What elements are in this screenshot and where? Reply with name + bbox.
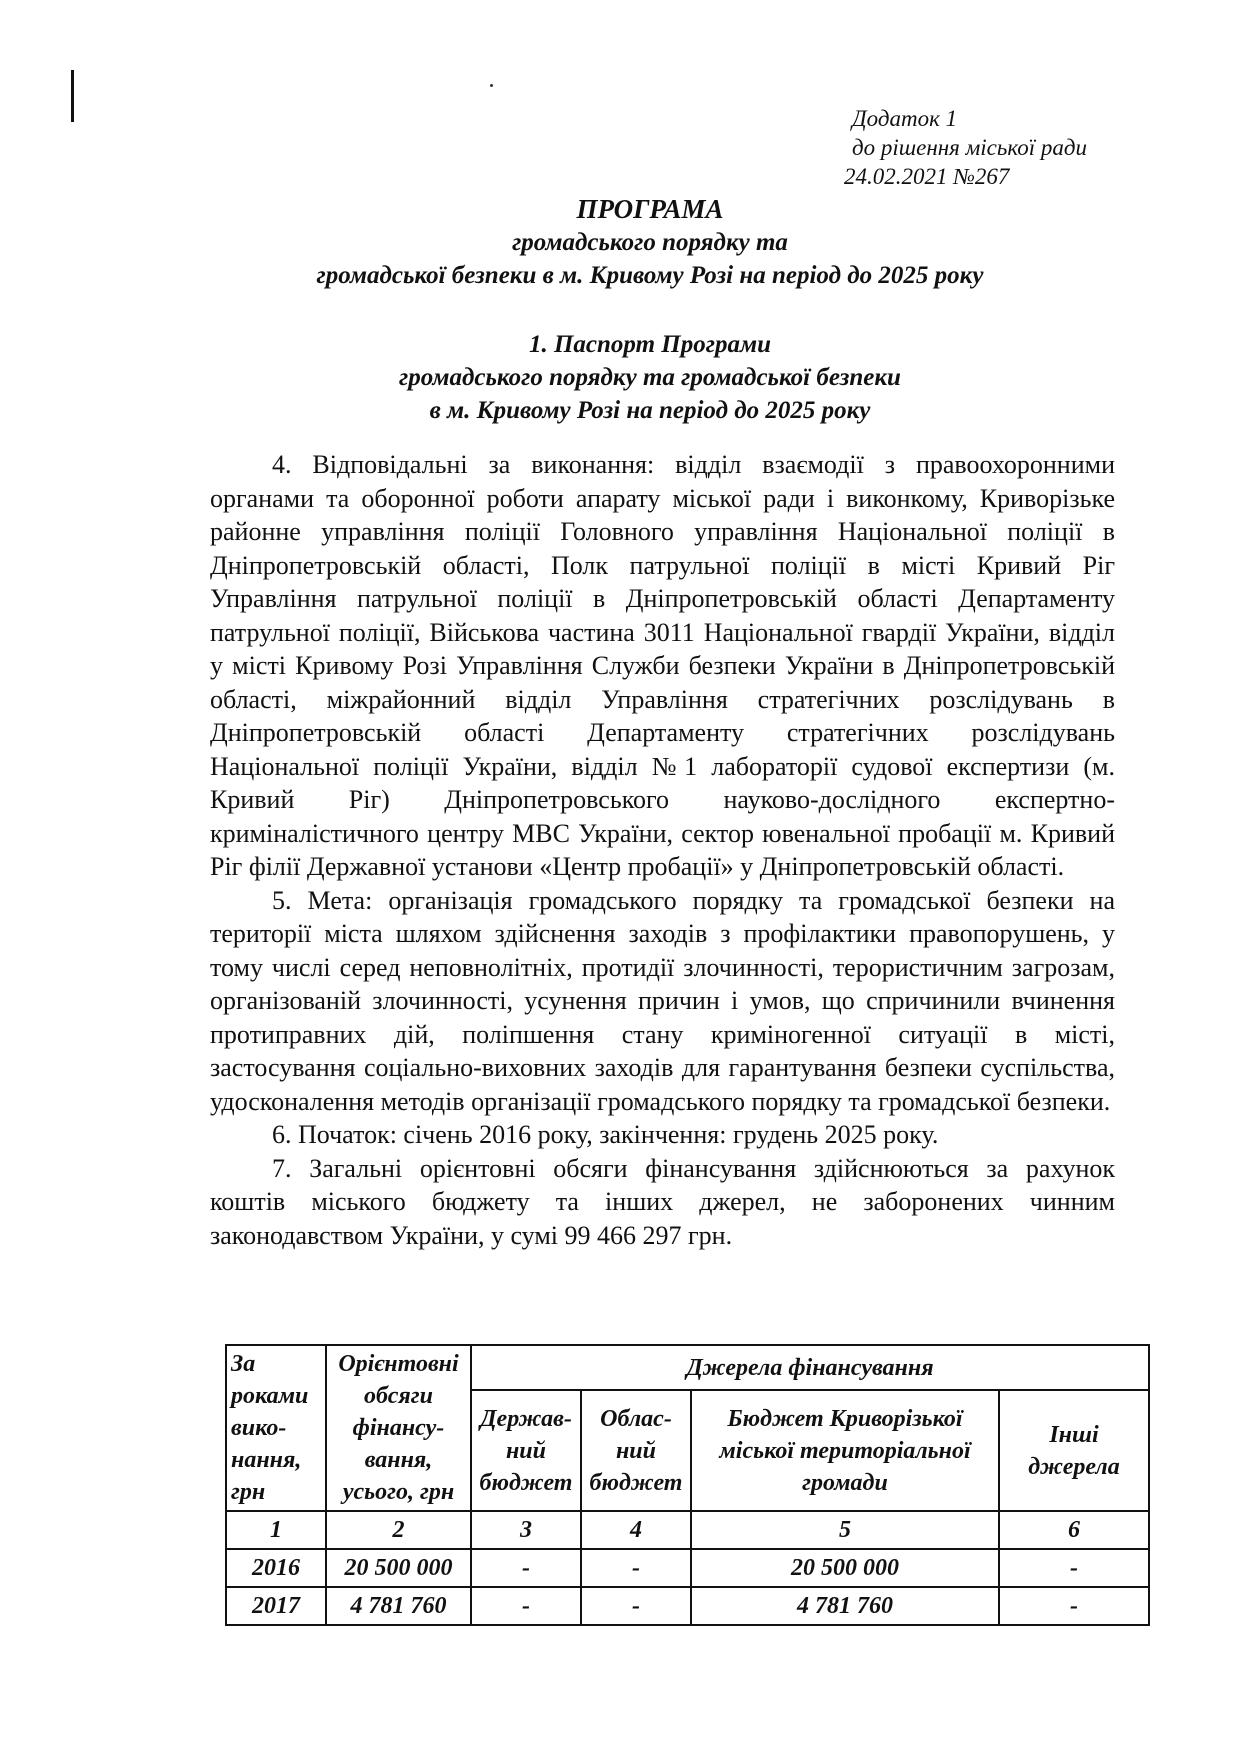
- cell-state: -: [471, 1587, 581, 1625]
- column-number: 3: [471, 1511, 581, 1549]
- paragraph-period: 6. Початок: січень 2016 року, закінчення: грудень 2025 року.: [272, 1120, 939, 1149]
- header-city: Бюджет Криворізької міської територіальної громади: [691, 1390, 999, 1511]
- cell-city: 20 500 000: [691, 1549, 999, 1587]
- header-sources: Джерела фінансування: [471, 1345, 1149, 1390]
- cell-city: 4 781 760: [691, 1587, 999, 1625]
- column-number: 2: [326, 1511, 471, 1549]
- title-line2: громадського порядку та: [512, 229, 788, 256]
- cell-regional: -: [581, 1587, 691, 1625]
- cell-year: 2016: [226, 1549, 326, 1587]
- title-program: ПРОГРАМА: [576, 194, 724, 224]
- section-line1: 1. Паспорт Програми: [528, 331, 772, 358]
- paragraph-goal: 5. Мета: організація громадського порядку та громадської безпеки на території міста шляхом здійснення заходів з профілактики правопорушень, у тому числі серед неповнолітніх, протидії злочинності, терористичним загрозам, організованій злочинності, усунення причин і умов, що спричинили вчинення протиправних дій, поліпшення стану криміногенної ситуації в місті, застосування соціально-виховних заходів для гарантування безпеки суспільства, удосконалення методів організації громадського порядку та громадської безпеки.: [210, 885, 1115, 1116]
- cell-regional: -: [581, 1549, 691, 1587]
- header-regional: Облас-ний бюджет: [581, 1390, 691, 1511]
- cell-total: 4 781 760: [326, 1587, 471, 1625]
- cell-total: 20 500 000: [326, 1549, 471, 1587]
- column-number: 6: [999, 1511, 1149, 1549]
- document-title: [200, 193, 1100, 292]
- funding-table: [225, 1344, 1150, 1626]
- cell-other: -: [999, 1549, 1149, 1587]
- column-number: 1: [226, 1511, 326, 1549]
- annex-date: 24.02.2021 №267: [844, 164, 1010, 189]
- header-other: Інші джерела: [999, 1390, 1149, 1511]
- passport-body: [210, 448, 1115, 1252]
- annex-title: Додаток 1: [852, 106, 958, 131]
- cell-other: -: [999, 1587, 1149, 1625]
- cell-year: 2017: [226, 1587, 326, 1625]
- annex-block: [844, 104, 1088, 191]
- annex-decision: до рішення міської ради: [852, 135, 1088, 160]
- header-years: За роками вико-нання, грн: [226, 1345, 326, 1511]
- title-line3: громадської безпеки в м. Кривому Розі на період до 2025 року: [316, 262, 984, 289]
- column-number: 5: [691, 1511, 999, 1549]
- section-line3: в м. Кривому Розі на період до 2025 року: [429, 397, 871, 424]
- scan-speck: [490, 84, 493, 87]
- paragraph-responsible: 4. Відповідальні за виконання: відділ взаємодії з правоохоронними органами та оборонної роботи апарату міської ради і виконкому, Криворізьке районне управління поліції Головного управління Національної поліції в Дніпропетровській області, Полк патрульної поліції в місті Кривий Ріг Управління патрульної поліції в Дніпропетровській області Департаменту патрульної поліції, Військова частина 3011 Національної гвардії України, відділ у місті Кривому Розі Управління Служби безпеки України в Дніпропетровській області, міжрайонний відділ Управління стратегічних розслідувань в Дніпропетровській області Департаменту стратегічних розслідувань Національної поліції України, відділ №1 лабораторії судової експертизи (м. Кривий Ріг) Дніпропетровського науково-дослідного експертно-криміналістичного центру МВС України, сектор ювенальної пробації м. Кривий Ріг філії Державної установи «Центр пробації» у Дніпропетровській області.: [210, 450, 1115, 881]
- cell-state: -: [471, 1549, 581, 1587]
- section-heading: [200, 328, 1100, 427]
- table-row: [226, 1587, 1149, 1625]
- scan-margin-mark: [71, 70, 74, 122]
- section-line2: громадського порядку та громадської безпеки: [399, 364, 901, 391]
- column-number: 4: [581, 1511, 691, 1549]
- table-row: [226, 1549, 1149, 1587]
- header-state: Держав-ний бюджет: [471, 1390, 581, 1511]
- header-total: Орієнтовні обсяги фінансу-вання, усього, грн: [326, 1345, 471, 1511]
- paragraph-funding: 7. Загальні орієнтовні обсяги фінансування здійснюються за рахунок коштів міського бюджету та інших джерел, не заборонених чинним законодавством України, у сумі 99 466 297 грн.: [210, 1153, 1115, 1250]
